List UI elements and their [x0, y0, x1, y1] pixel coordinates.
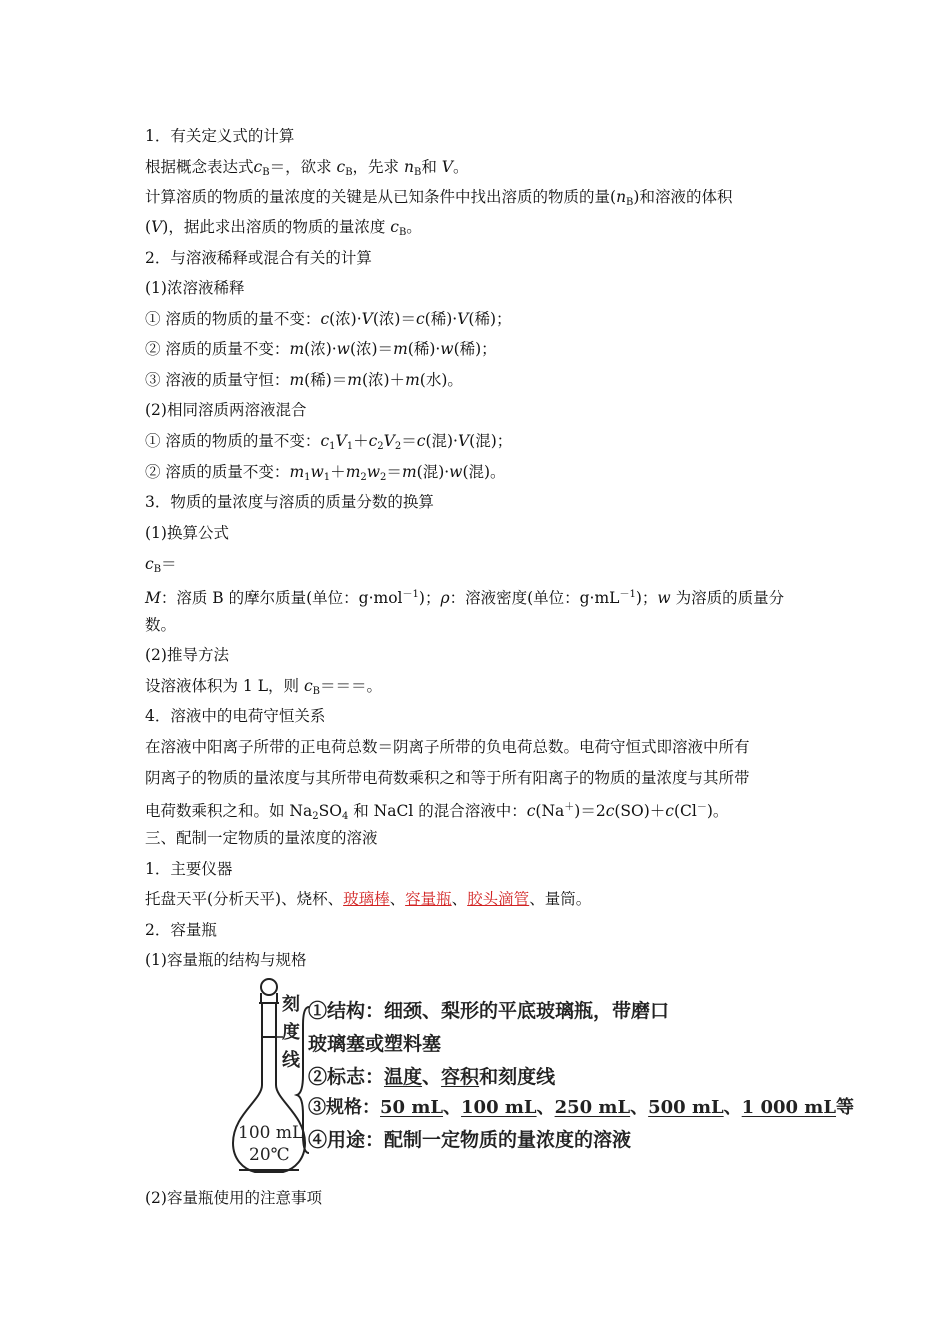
mixing-heading: (2)相同溶质两溶液混合: [145, 401, 307, 419]
volumetric-flask-figure: [225, 975, 855, 1180]
derivation-heading: (2)推导方法: [145, 646, 229, 664]
flask-structure-heading: (1)容量瓶的结构与规格: [145, 951, 307, 969]
graduation-label-3: 线: [282, 1050, 300, 1071]
usage-line: ④用途：配制一定物质的量浓度的溶液: [308, 1129, 632, 1151]
flask-usage-notes-heading: (2)容量瓶使用的注意事项: [145, 1189, 322, 1207]
part-3-heading: 三、配制一定物质的量浓度的溶液: [145, 829, 378, 847]
dilution-formula-3: ③ 溶液的质量守恒：m(稀)＝m(浓)＋m(水)。: [145, 371, 463, 389]
mixing-formula-2: ② 溶质的质量不变：$m_1w_1+m_2w_2=m$(混)·w(混)。: [145, 463, 506, 483]
marking-line: ②标志：温度、容积和刻度线: [308, 1066, 556, 1088]
symbol-legend-line-1: M：溶质 B 的摩尔质量(单位：g·mol$^{-1}$)；ρ：溶液密度(单位：$g\cdot mL^{-1}$)；w 为溶质的质量分: [145, 589, 785, 607]
dropper-answer: 胶头滴管: [467, 890, 530, 908]
derivation-line: 设溶液体积为 1 L，则 $c_B===$。: [145, 677, 382, 697]
flask-temperature-label: 20℃: [249, 1145, 290, 1165]
mixing-formula-1: ① 溶质的物质的量不变：$c_1V_1+c_2V_2=c$(混)·V(混)；: [145, 432, 513, 452]
flask-heading: 2．容量瓶: [145, 921, 217, 939]
section-4-heading: 4．溶液中的电荷守恒关系: [145, 707, 326, 725]
dilution-formula-1: ① 溶质的物质的量不变：c(浓)·V(浓)＝c(稀)·V(稀)；: [145, 310, 512, 328]
instruments-line: 托盘天平(分析天平)、烧杯、玻璃棒、容量瓶、胶头滴管、量筒。: [145, 890, 592, 908]
definition-line: 根据概念表达式$c_B=$，欲求 $c_B$，先求 $n_B$和 V。: [145, 158, 469, 178]
key-point-line-1: 计算溶质的物质的量浓度的关键是从已知条件中找出溶质的物质的量$(n_B)$和溶液的体积: [145, 188, 733, 208]
conversion-formula: $c_B=$: [145, 555, 177, 575]
graduation-label-2: 度: [282, 1022, 300, 1043]
dilution-formula-2: ② 溶质的质量不变：m(浓)·w(浓)＝m(稀)·w(稀)；: [145, 340, 497, 358]
symbol-legend-line-2: 数。: [145, 616, 177, 634]
dilution-heading: (1)浓溶液稀释: [145, 279, 245, 297]
structure-line-2: 玻璃塞或塑料塞: [308, 1033, 442, 1055]
key-point-line-2: (V)，据此求出溶质的物质的量浓度 $c_B$。: [145, 218, 422, 238]
specification-line: ③规格：50 mL、100 mL、250 mL、500 mL、1 000 mL等: [308, 1097, 855, 1118]
instruments-heading: 1．主要仪器: [145, 860, 233, 878]
graduation-label-1: 刻: [282, 994, 300, 1015]
section-1-heading: 1．有关定义式的计算: [145, 127, 295, 145]
conversion-heading: (1)换算公式: [145, 524, 229, 542]
charge-paragraph-line-1: 在溶液中阳离子所带的正电荷总数＝阴离子所带的负电荷总数。电荷守恒式即溶液中所有: [145, 738, 750, 756]
section-2-heading: 2．与溶液稀释或混合有关的计算: [145, 249, 372, 267]
glass-rod-answer: 玻璃棒: [343, 890, 390, 908]
structure-line-1: ①结构：细颈、梨形的平底玻璃瓶，带磨口: [308, 1000, 670, 1022]
section-3-heading: 3．物质的量浓度与溶质的质量分数的换算: [145, 493, 434, 511]
flask-volume-label: 100 mL: [238, 1123, 304, 1143]
charge-paragraph-line-3: 电荷数乘积之和。如 $Na_2SO_4$ 和 NaCl 的混合溶液中：c(Na＋)＝2c(SO)＋c(Cl－)。: [145, 802, 729, 822]
volumetric-flask-answer: 容量瓶: [405, 890, 452, 908]
charge-paragraph-line-2: 阴离子的物质的量浓度与其所带电荷数乘积之和等于所有阳离子的物质的量浓度与其所带: [145, 769, 750, 787]
